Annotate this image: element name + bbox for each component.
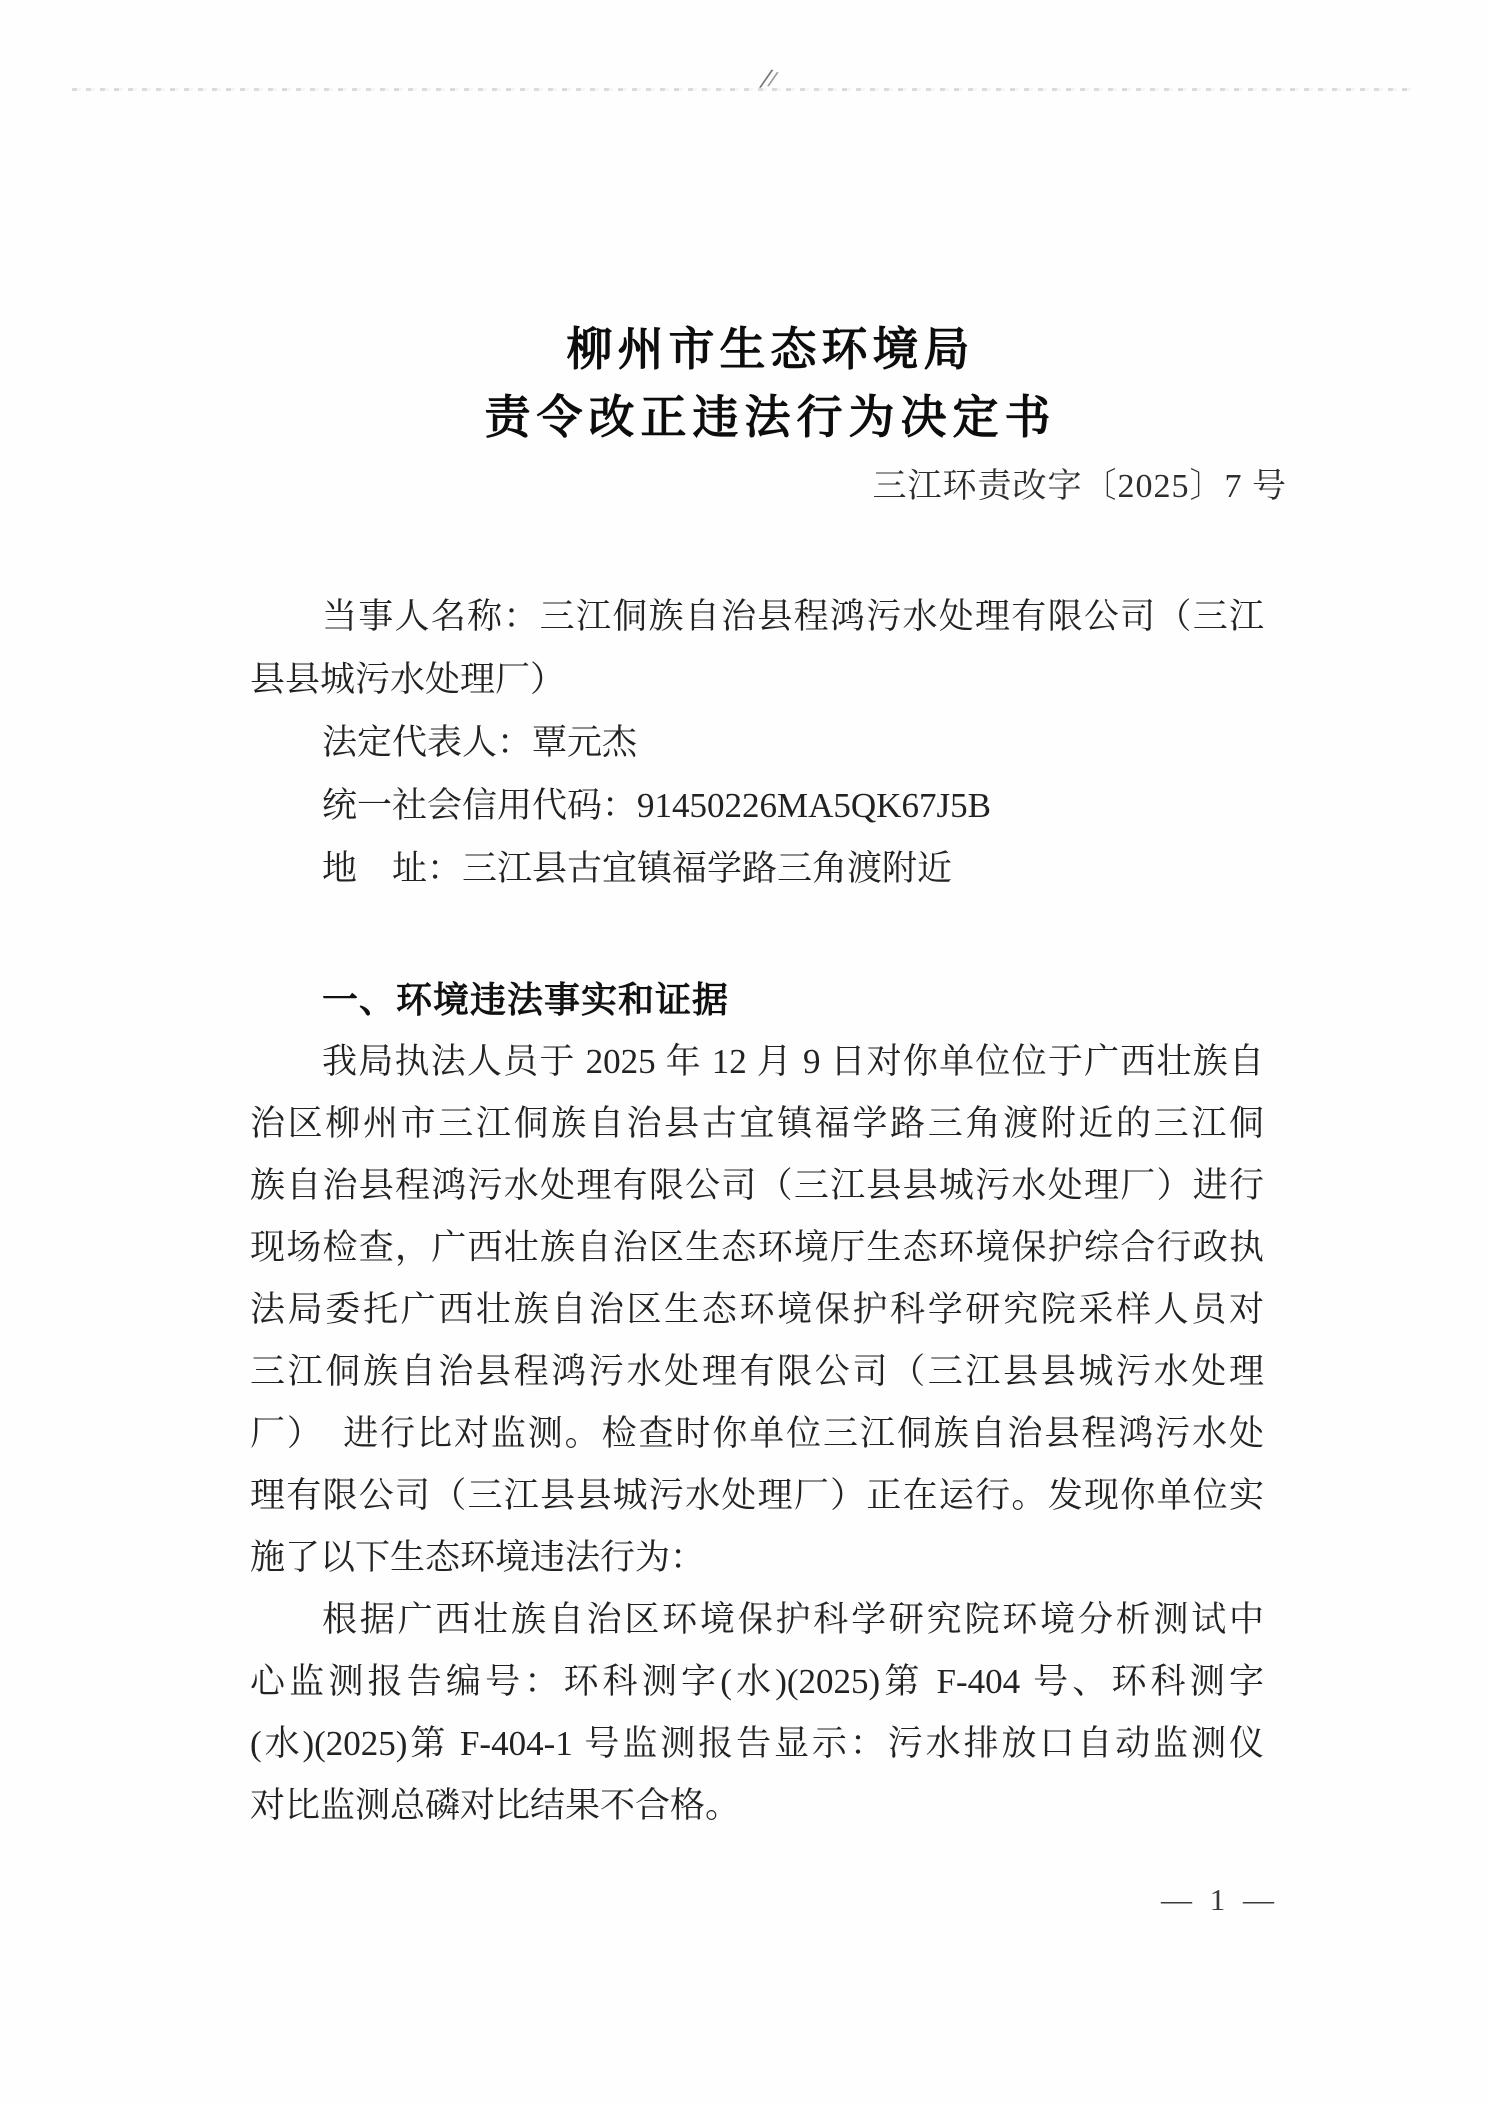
address-line: 地 址：三江县古宜镇福学路三角渡附近 xyxy=(322,849,953,888)
paragraph-2 xyxy=(250,1589,1264,1837)
paragraph-1 xyxy=(250,1031,1264,1589)
paragraph-line: (水)(2025)第 F-404-1 号监测报告显示：污水排放口自动监测仪 xyxy=(250,1724,1264,1763)
paragraph-line: 理有限公司（三江县县城污水处理厂）正在运行。发现你单位实 xyxy=(250,1476,1264,1515)
paragraph-line: 对比监测总磷对比结果不合格。 xyxy=(250,1786,741,1825)
paragraph-line: 我局执法人员于 2025 年 12 月 9 日对你单位位于广西壮族自 xyxy=(322,1042,1264,1081)
party-info-block xyxy=(250,585,1264,900)
document-body xyxy=(250,585,1264,1837)
paragraph-line: 法局委托广西壮族自治区生态环境保护科学研究院采样人员对 xyxy=(250,1290,1264,1329)
paragraph-line: 心监测报告编号：环科测字(水)(2025)第 F-404 号、环科测字 xyxy=(250,1662,1264,1701)
party-name-line-2: 县县城污水处理厂） xyxy=(250,660,566,699)
document-title-line2: 责令改正违法行为决定书 xyxy=(484,392,1057,443)
paragraph-line: 现场检查，广西壮族自治区生态环境厅生态环境保护综合行政执 xyxy=(250,1228,1264,1267)
scan-artifact-line xyxy=(72,88,1412,91)
section-heading: 一、环境违法事实和证据 xyxy=(322,979,730,1020)
paragraph-line: 族自治县程鸿污水处理有限公司（三江县县城污水处理厂）进行 xyxy=(250,1166,1264,1205)
document-reference-number: 三江环责改字〔2025〕7 号 xyxy=(872,468,1287,505)
paragraph-line: 治区柳州市三江侗族自治县古宜镇福学路三角渡附近的三江侗 xyxy=(250,1104,1264,1143)
page-number: — 1 — xyxy=(1161,1882,1279,1917)
scan-artifact-mark xyxy=(757,70,783,89)
credit-code-line: 统一社会信用代码：91450226MA5QK67J5B xyxy=(322,786,991,825)
paragraph-line: 施了以下生态环境违法行为： xyxy=(250,1538,706,1577)
document-title-line1: 柳州市生态环境局 xyxy=(566,324,975,375)
document-header xyxy=(27,316,1487,452)
paragraph-line: 厂） 进行比对监测。检查时你单位三江侗族自治县程鸿污水处 xyxy=(250,1414,1264,1453)
paragraph-line: 三江侗族自治县程鸿污水处理有限公司（三江县县城污水处理 xyxy=(250,1352,1264,1391)
legal-representative-line: 法定代表人：覃元杰 xyxy=(322,723,638,762)
party-name-line-1: 当事人名称：三江侗族自治县程鸿污水处理有限公司（三江 xyxy=(322,597,1264,636)
paragraph-line: 根据广西壮族自治区环境保护科学研究院环境分析测试中 xyxy=(322,1600,1264,1639)
